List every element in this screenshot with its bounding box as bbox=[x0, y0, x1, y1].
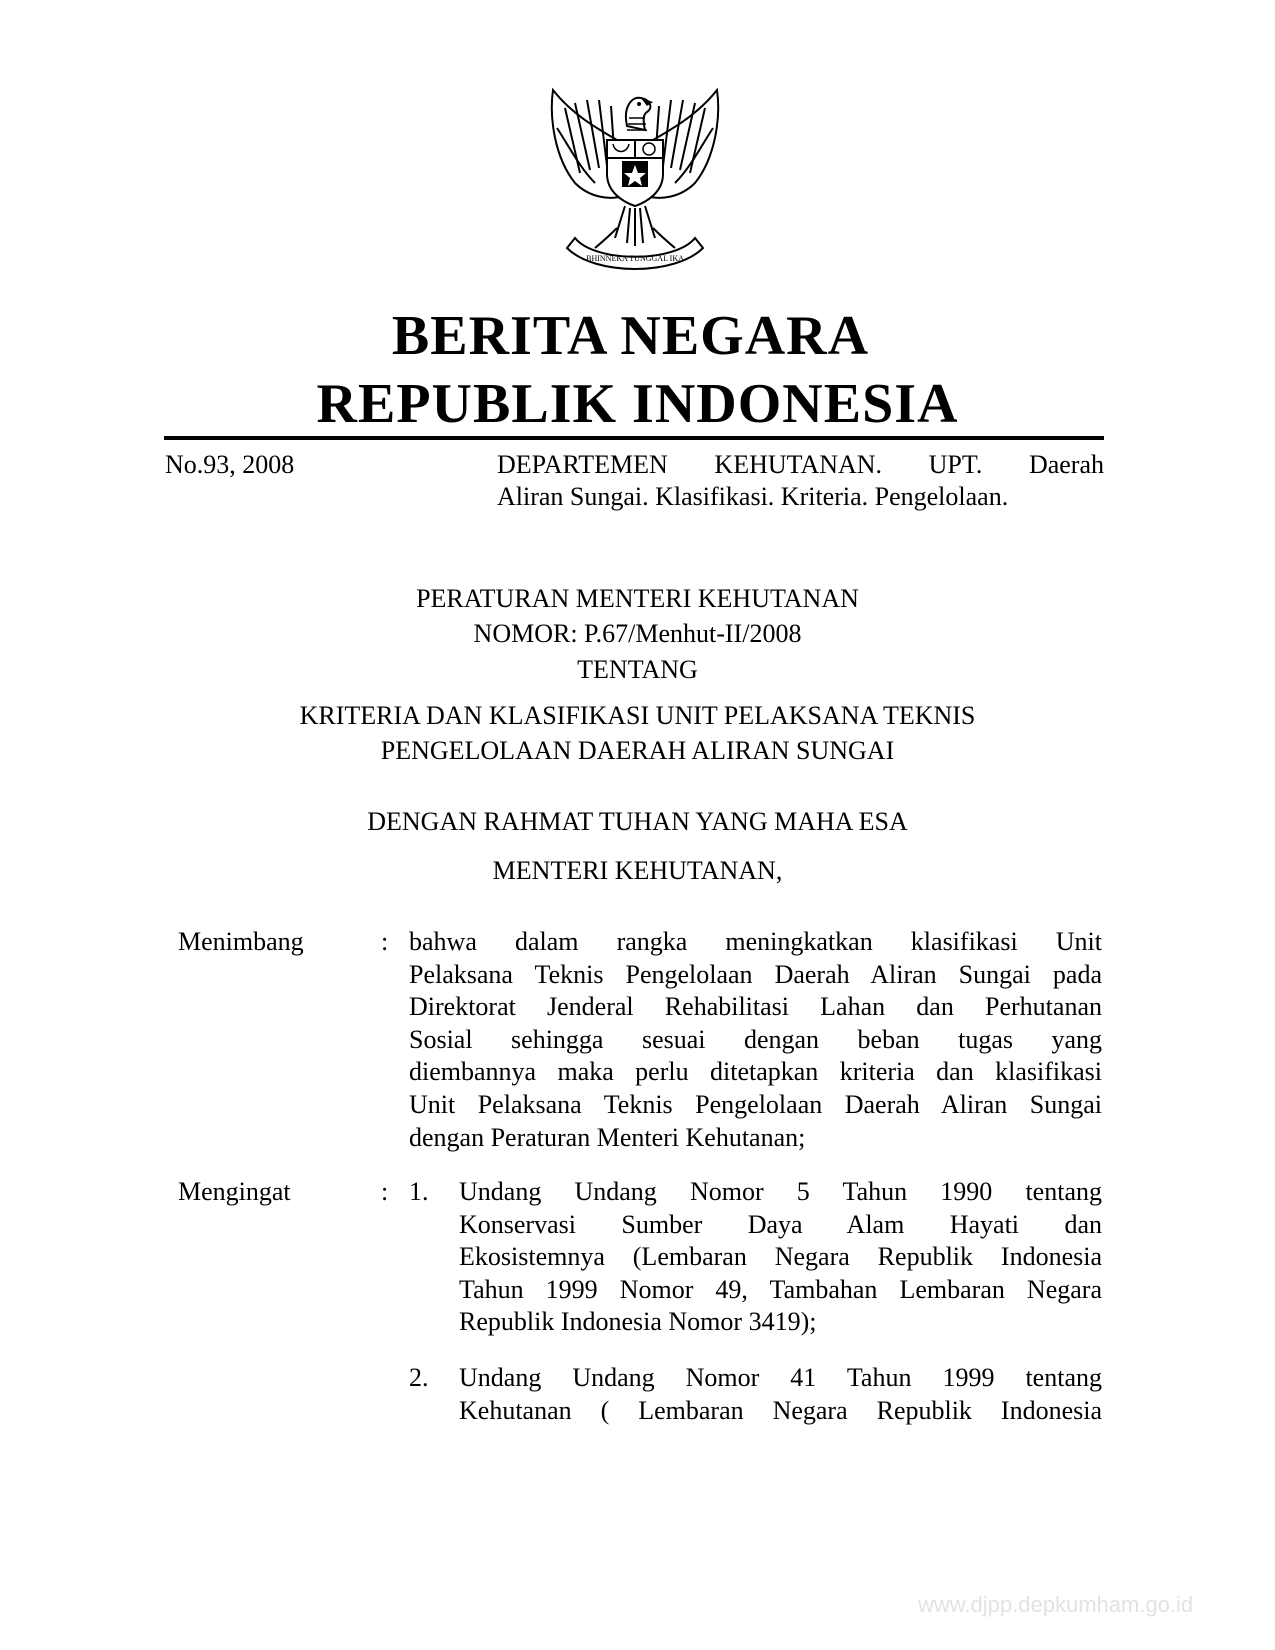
text-line: dengan Peraturan Menteri Kehutanan; bbox=[409, 1122, 806, 1152]
menimbang-text bbox=[409, 926, 1102, 1154]
text-line: Republik Indonesia Nomor 3419); bbox=[459, 1307, 817, 1337]
header-rule bbox=[164, 436, 1104, 440]
text-line: Konservasi Sumber Daya Alam Hayati dan bbox=[459, 1209, 1102, 1239]
text-line: Kehutanan ( Lembaran Negara Republik Indonesia bbox=[459, 1395, 1102, 1425]
text-line: Unit Pelaksana Teknis Pengelolaan Daerah Aliran Sungai bbox=[409, 1089, 1102, 1119]
menimbang-colon: : bbox=[381, 927, 389, 956]
text-line: Tahun 1999 Nomor 49, Tambahan Lembaran Negara bbox=[459, 1274, 1102, 1304]
invocation: DENGAN RAHMAT TUHAN YANG MAHA ESA bbox=[367, 807, 908, 836]
list-number: 2. bbox=[409, 1363, 429, 1392]
garuda-emblem-icon bbox=[535, 78, 735, 278]
text-line: Undang Undang Nomor 5 Tahun 1990 tentang bbox=[459, 1177, 1102, 1206]
garuda-emblem bbox=[535, 78, 735, 278]
text-line: Direktorat Jenderal Rehabilitasi Lahan dan Perhutanan bbox=[409, 992, 1102, 1022]
emblem-motto: BHINNEKA TUNGGAL IKA bbox=[586, 254, 684, 263]
list-item bbox=[459, 1176, 1102, 1339]
regulation-about: TENTANG bbox=[577, 655, 698, 684]
text-line: Sosial sehingga sesuai dengan beban tugas yang bbox=[409, 1024, 1102, 1054]
list-item bbox=[459, 1362, 1102, 1427]
text-line: bahwa dalam rangka meningkatkan klasifikasi Unit bbox=[409, 927, 1102, 956]
gazette-subject-line: Aliran Sungai. Klasifikasi. Kriteria. Pengelolaan. bbox=[497, 482, 1009, 511]
gazette-subject-line: DEPARTEMEN KEHUTANAN. UPT. Daerah bbox=[497, 450, 1104, 479]
mengingat-colon: : bbox=[381, 1177, 389, 1206]
watermark: www.djpp.depkumham.go.id bbox=[918, 1592, 1194, 1617]
mengingat-label: Mengingat bbox=[178, 1177, 291, 1206]
text-line: Ekosistemnya (Lembaran Negara Republik Indonesia bbox=[459, 1242, 1102, 1272]
minister-heading: MENTERI KEHUTANAN, bbox=[492, 856, 783, 885]
gazette-subject bbox=[497, 449, 1104, 513]
list-number: 1. bbox=[409, 1177, 429, 1206]
gazette-number: No.93, 2008 bbox=[165, 450, 295, 479]
masthead-subtitle: REPUBLIK INDONESIA bbox=[316, 373, 959, 435]
regulation-subject: KRITERIA DAN KLASIFIKASI UNIT PELAKSANA TEKNIS bbox=[299, 701, 976, 730]
text-line: Pelaksana Teknis Pengelolaan Daerah Aliran Sungai pada bbox=[409, 959, 1102, 989]
regulation-number: NOMOR: P.67/Menhut-II/2008 bbox=[473, 619, 802, 648]
masthead-title: BERITA NEGARA bbox=[391, 305, 870, 367]
regulation-title: PERATURAN MENTERI KEHUTANAN bbox=[416, 584, 859, 613]
regulation-subject: PENGELOLAAN DAERAH ALIRAN SUNGAI bbox=[380, 736, 895, 765]
text-line: Undang Undang Nomor 41 Tahun 1999 tentang bbox=[459, 1363, 1102, 1392]
menimbang-label: Menimbang bbox=[178, 927, 304, 956]
text-line: diembannya maka perlu ditetapkan kriteria dan klasifikasi bbox=[409, 1057, 1102, 1087]
